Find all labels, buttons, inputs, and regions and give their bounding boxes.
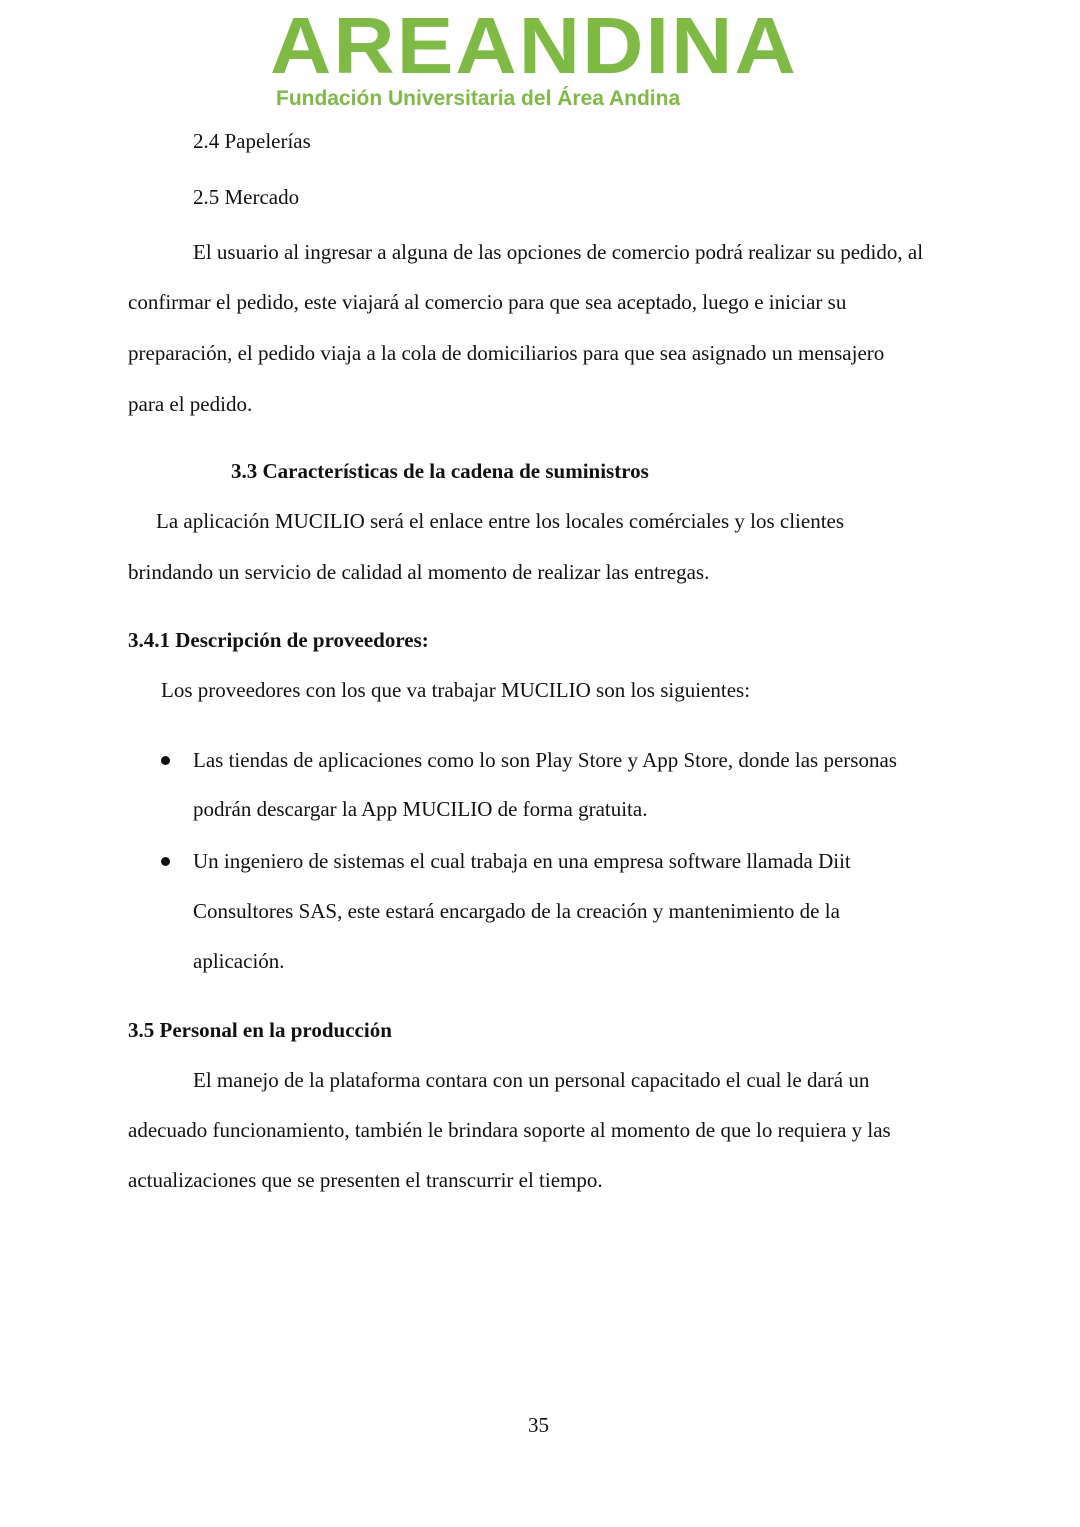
bullet-dot [161,756,170,765]
list-item-mercado: 2.5 Mercado [193,185,300,209]
section-heading-3-4-1: 3.4.1 Descripción de proveedores: [128,628,429,652]
paragraph-line: preparación, el pedido viaja a la cola de domiciliarios para que sea asignado un mensajero [128,341,885,365]
paragraph-line: adecuado funcionamiento, también le brindara soporte al momento de que lo requiera y las [128,1118,891,1142]
bullet-line: podrán descargar la App MUCILIO de forma gratuita. [193,797,648,821]
bullet-line: aplicación. [193,949,285,973]
section-heading-3-5: 3.5 Personal en la producción [128,1018,392,1042]
bullet-line: Consultores SAS, este estará encargado de la creación y mantenimiento de la [193,899,840,923]
paragraph-line: Los proveedores con los que va trabajar MUCILIO son los siguientes: [161,678,751,702]
bullet-line: Un ingeniero de sistemas el cual trabaja en una empresa software llamada Diit [193,849,851,873]
paragraph-line: brindando un servicio de calidad al momento de realizar las entregas. [128,560,710,584]
list-item-papelerias: 2.4 Papelerías [193,129,311,153]
paragraph-line: El manejo de la plataforma contara con un personal capacitado el cual le dará un [193,1068,870,1092]
paragraph-line: confirmar el pedido, este viajará al comercio para que sea aceptado, luego e iniciar su [128,290,847,314]
logo-tagline: Fundación Universitaria del Área Andina [276,87,681,110]
page-number: 35 [528,1413,549,1437]
paragraph-line: para el pedido. [128,392,253,416]
bullet-dot [161,857,170,866]
paragraph-line: La aplicación MUCILIO será el enlace entre los locales comérciales y los clientes [156,509,845,533]
section-heading-3-3: 3.3 Características de la cadena de suministros [231,459,649,483]
logo-wordmark: AREANDINA [270,1,798,90]
paragraph-line: actualizaciones que se presenten el transcurrir el tiempo. [128,1168,603,1192]
bullet-line: Las tiendas de aplicaciones como lo son Play Store y App Store, donde las personas [193,748,897,772]
paragraph-line: El usuario al ingresar a alguna de las opciones de comercio podrá realizar su pedido, al [193,240,924,264]
